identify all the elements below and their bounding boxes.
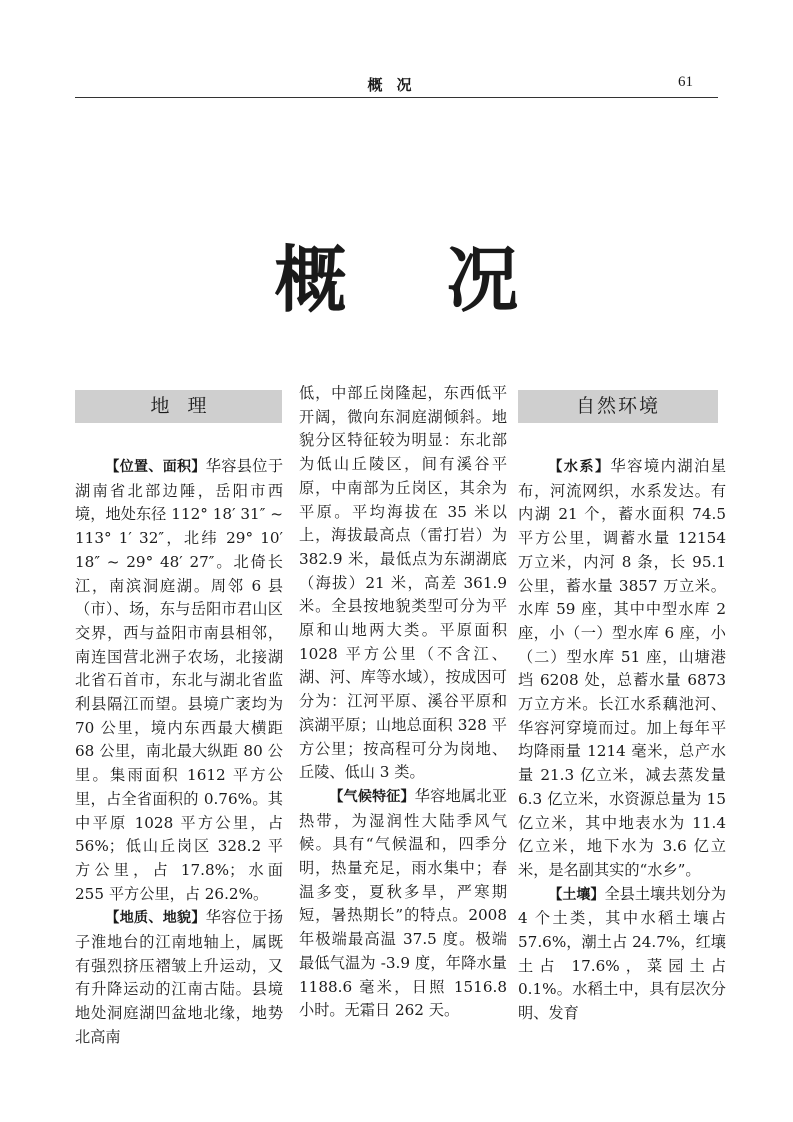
paragraph-geology (75, 906, 283, 1049)
section-heading-geography: 地理 (75, 390, 282, 423)
column-2 (299, 382, 507, 1023)
paragraph-label: 【水系】 (548, 459, 611, 475)
paragraph-text: 华容境内湖泊星布，河流网织，水系发达。有内湖 21 个，蓄水面积 74.5 平方公里，调蓄水量 12154 万立米，内河 8 条，长 95.1 公里，蓄水量 3857 万立米。水库 59 座，其中中型水库 2 座，小（一）型水库 6 座，小（二）型水库 51 座，山塘港垱 6208 处，总蓄水量 6873 万立方米。长江水系藕池河、华容河穿境而过。加上每年平均降雨量 1214 毫米，总产水量 21.3 亿立米，减去蒸发量 6.3 亿立米，水资源总量为 15 亿立米，其中地表水为 11.4 亿立米，地下水为 3.6 亿立米，是名副其实的“水乡”。 (518, 457, 727, 879)
running-head: 概况 (367, 76, 426, 94)
chapter-title: 概况 (274, 238, 619, 322)
header-rule (75, 97, 718, 98)
section-heading-environment: 自然环境 (518, 390, 718, 423)
column-3 (518, 455, 726, 1026)
paragraph-soil (518, 883, 726, 1026)
paragraph-label: 【气候特征】 (329, 788, 415, 805)
paragraph-text: 全县土壤共划分为 4 个土类，其中水稻土壤占 57.6%，潮土占 24.7%，红壤土占 17.6%，菜园土占 0.1%。水稻土中，具有层次分明、发育 (518, 884, 727, 1023)
paragraph-text: 华容地属北亚热带，为湿润性大陆季风气候。具有“气候温和，四季分明，热量充足，雨水集中；春温多变，夏秋多旱，严寒期短，暑热期长”的特点。2008 年极端最高温 37.5 度。极端最低气温为 -3.9 度，年降水量 1188.6 毫米，日照 1516.8 小时。无霜日 262 天。 (299, 786, 508, 1020)
paragraph-water-system (518, 455, 726, 883)
paragraph-label: 【地质、地貌】 (105, 910, 206, 927)
paragraph-climate (299, 785, 507, 1023)
paragraph-label: 【土壤】 (548, 886, 605, 903)
paragraph-text: 华容县位于湖南省北部边陲，岳阳市西境，地处东径 112° 18′ 31″ ~ 113° 1′ 32″，北纬 29° 10′ 18″ ~ 29° 48′ 27″。北倚长江，南滨洞庭湖。周邻 6 县（市）、场，东与岳阳市君山区交界，西与益阳市南县相邻，南连国营北洲子农场，北接湖北省石首市，东北与湖北省监利县隔江而望。县境广袤均为 70 公里，境内东西最大横距 68 公里，南北最大纵距 80 公里。集雨面积 1612 平方公里，占全省面积的 0.76%。其中平原 1028 平方公里，占 56%；低山丘岗区 328.2 平方公里，占 17.8%；水面 255 平方公里，占 26.2%。 (75, 457, 284, 903)
column-1 (75, 455, 283, 1050)
paragraph-text: 华容位于扬子淮地台的江南地轴上，属既有强烈挤压褶皱上升运动，又有升降运动的江南古陆。县境地处洞庭湖凹盆地北缘，地势北高南 (75, 908, 284, 1046)
page-number: 61 (678, 74, 693, 90)
paragraph-label: 【位置、面积】 (105, 459, 206, 475)
paragraph-geology-continued: 低，中部丘岗隆起，东西低平开阔，微向东洞庭湖倾斜。地貌分区特征较为明显：东北部为低山丘陵区，间有溪谷平原，中南部为丘岗区，其余为平原。平均海拔在 35 米以上，海拔最高点（雷打岩）为 382.9 米，最低点为东湖湖底（海拔）21 米，高差 361.9 米。全县按地貌类型可分为平原和山地两大类。平原面积 1028 平方公里（不含江、湖、河、库等水域），按成因可分为：江河平原、溪谷平原和滨湖平原；山地总面积 328 平方公里；按高程可分为岗地、丘陵、低山 3 类。 (299, 384, 507, 782)
paragraph-location-area (75, 455, 283, 906)
